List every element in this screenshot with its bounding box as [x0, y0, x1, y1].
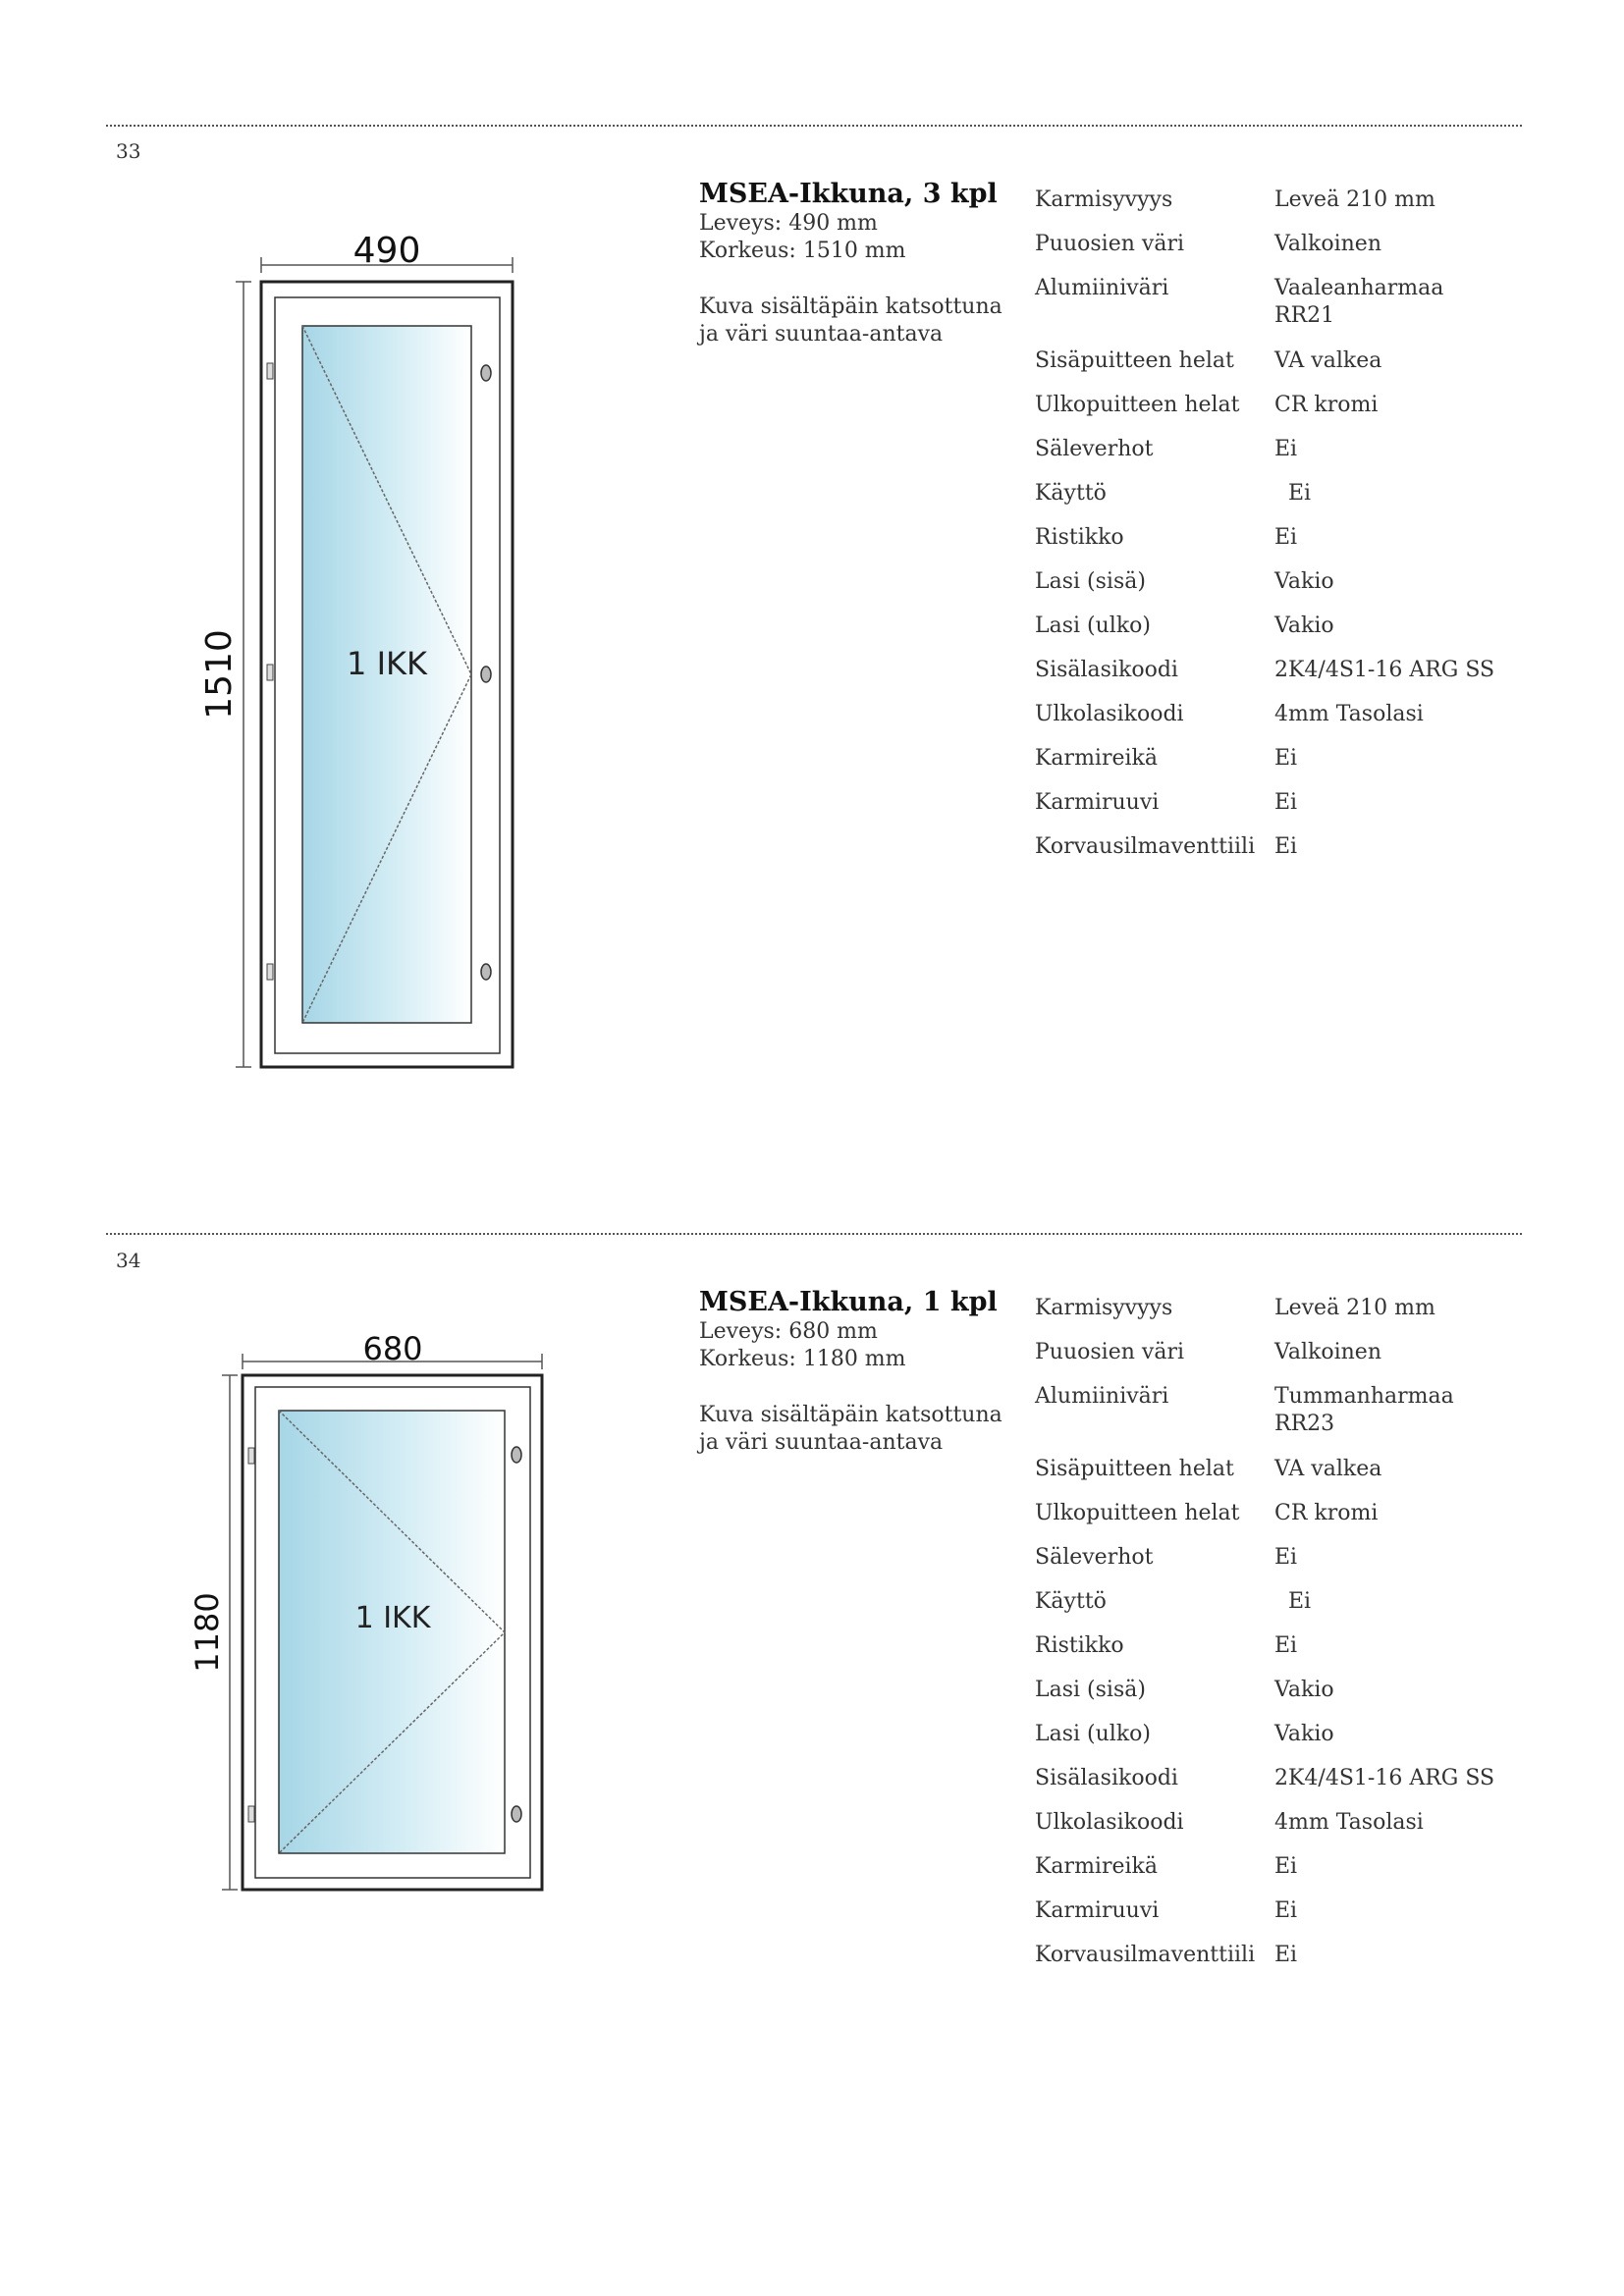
spec-label: Sisälasikoodi	[1035, 1766, 1178, 1790]
window-title: MSEA-Ikkuna, 3 kpl	[699, 179, 998, 209]
window-drawing-svg	[189, 1320, 550, 1909]
spec-value: Ei	[1274, 1943, 1298, 1967]
spec-value: CR kromi	[1274, 1501, 1379, 1525]
spec-label: Ulkolasikoodi	[1035, 702, 1184, 726]
lock-icon	[512, 1447, 521, 1463]
spec-value: 4mm Tasolasi	[1274, 1810, 1424, 1835]
spec-label: Karmireikä	[1035, 1854, 1158, 1879]
spec-label: Karmireikä	[1035, 746, 1158, 771]
spec-value: Ei	[1274, 790, 1298, 815]
spec-label: Karmiruuvi	[1035, 1898, 1160, 1923]
hinge-icon	[248, 1448, 254, 1464]
spec-label: Sisäpuitteen helat	[1035, 348, 1234, 373]
view-note-line1: Kuva sisältäpäin katsottuna	[699, 1403, 1002, 1427]
spec-label: Säleverhot	[1035, 1545, 1154, 1570]
spec-value: Ei	[1274, 1545, 1298, 1570]
spec-label: Lasi (ulko)	[1035, 614, 1151, 638]
spec-label: Korvausilmaventtiili	[1035, 1943, 1256, 1967]
section-divider	[106, 125, 1522, 127]
window-width-text: Leveys: 680 mm	[699, 1319, 878, 1344]
spec-value: Vakio	[1274, 1678, 1334, 1702]
spec-label: Lasi (sisä)	[1035, 569, 1146, 594]
spec-value: Valkoinen	[1274, 1340, 1381, 1364]
lock-icon	[481, 365, 491, 381]
spec-value-continued: RR21	[1274, 303, 1335, 328]
spec-label: Alumiiniväri	[1035, 276, 1169, 300]
spec-label: Sisäpuitteen helat	[1035, 1457, 1234, 1481]
spec-label: Karmiruuvi	[1035, 790, 1160, 815]
window-width-text: Leveys: 490 mm	[699, 211, 878, 236]
spec-value: Ei	[1274, 746, 1298, 771]
spec-label: Alumiiniväri	[1035, 1384, 1169, 1409]
sash-label: 1 IKK	[347, 645, 427, 682]
spec-value-continued: RR23	[1274, 1412, 1335, 1436]
window-drawing	[196, 221, 530, 1089]
spec-label: Korvausilmaventtiili	[1035, 834, 1256, 859]
spec-value: Ei	[1274, 1898, 1298, 1923]
lock-icon	[481, 964, 491, 980]
spec-label: Karmisyvyys	[1035, 1296, 1173, 1320]
item-number: 33	[116, 139, 141, 163]
spec-label: Säleverhot	[1035, 437, 1154, 461]
spec-value: Vakio	[1274, 1722, 1334, 1746]
spec-label: Lasi (ulko)	[1035, 1722, 1151, 1746]
spec-value: Ei	[1288, 481, 1312, 506]
spec-value: Ei	[1274, 834, 1298, 859]
spec-value: 2K4/4S1-16 ARG SS	[1274, 1766, 1495, 1790]
window-height-text: Korkeus: 1180 mm	[699, 1347, 906, 1371]
spec-value: Leveä 210 mm	[1274, 187, 1435, 212]
height-dimension-label: 1180	[189, 1592, 226, 1673]
spec-value: Leveä 210 mm	[1274, 1296, 1435, 1320]
hinge-icon	[248, 1806, 254, 1822]
window-drawing-svg	[196, 221, 530, 1085]
spec-label: Sisälasikoodi	[1035, 658, 1178, 682]
window-title: MSEA-Ikkuna, 1 kpl	[699, 1287, 998, 1317]
spec-label: Ulkopuitteen helat	[1035, 1501, 1240, 1525]
spec-value: Vakio	[1274, 614, 1334, 638]
spec-label: Ristikko	[1035, 1633, 1124, 1658]
section-divider	[106, 1233, 1522, 1235]
spec-label: Lasi (sisä)	[1035, 1678, 1146, 1702]
spec-label: Ulkopuitteen helat	[1035, 393, 1240, 417]
spec-value: VA valkea	[1274, 348, 1382, 373]
width-dimension-label: 490	[352, 231, 421, 271]
spec-value: Valkoinen	[1274, 232, 1381, 256]
spec-value: Tummanharmaa	[1274, 1384, 1454, 1409]
spec-value: Ei	[1274, 1633, 1298, 1658]
spec-label: Käyttö	[1035, 1589, 1107, 1614]
spec-label: Karmisyvyys	[1035, 187, 1173, 212]
lock-icon	[481, 667, 491, 682]
spec-label: Käyttö	[1035, 481, 1107, 506]
lock-icon	[512, 1806, 521, 1822]
spec-value: Ei	[1288, 1589, 1312, 1614]
spec-value: VA valkea	[1274, 1457, 1382, 1481]
width-dimension-label: 680	[362, 1330, 423, 1367]
hinge-icon	[267, 665, 273, 680]
window-drawing	[189, 1320, 550, 1913]
item-number: 34	[116, 1249, 141, 1272]
spec-label: Ristikko	[1035, 525, 1124, 550]
spec-value: Ei	[1274, 525, 1298, 550]
view-note-line2: ja väri suuntaa-antava	[699, 1430, 944, 1455]
spec-value: 2K4/4S1-16 ARG SS	[1274, 658, 1495, 682]
view-note-line2: ja väri suuntaa-antava	[699, 322, 944, 347]
spec-label: Puuosien väri	[1035, 232, 1184, 256]
hinge-icon	[267, 363, 273, 379]
spec-value: CR kromi	[1274, 393, 1379, 417]
spec-label: Puuosien väri	[1035, 1340, 1184, 1364]
spec-value: 4mm Tasolasi	[1274, 702, 1424, 726]
view-note-line1: Kuva sisältäpäin katsottuna	[699, 294, 1002, 319]
spec-value: Ei	[1274, 437, 1298, 461]
spec-value: Vaaleanharmaa	[1274, 276, 1444, 300]
height-dimension-label: 1510	[199, 629, 240, 720]
window-height-text: Korkeus: 1510 mm	[699, 239, 906, 263]
spec-value: Vakio	[1274, 569, 1334, 594]
spec-label: Ulkolasikoodi	[1035, 1810, 1184, 1835]
hinge-icon	[267, 964, 273, 980]
spec-value: Ei	[1274, 1854, 1298, 1879]
sash-label: 1 IKK	[354, 1601, 431, 1635]
